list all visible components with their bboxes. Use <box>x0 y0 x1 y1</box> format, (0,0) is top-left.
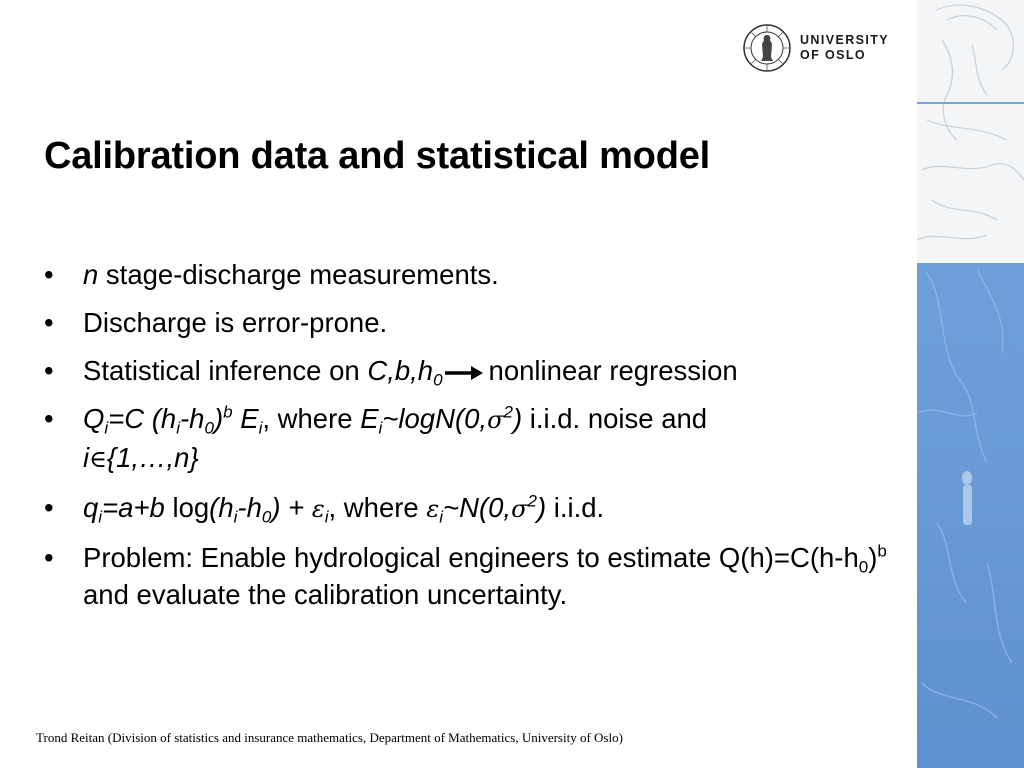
bullet-text: ) <box>868 542 878 573</box>
subscript: i <box>176 418 180 438</box>
superscript: 2 <box>527 491 537 511</box>
formula-part: ) <box>213 403 224 434</box>
bullet-item <box>44 352 904 389</box>
decorative-sketch-panel <box>917 0 1024 263</box>
subscript: i <box>439 507 444 527</box>
sigma-symbol: σ <box>511 495 528 523</box>
formula-part: -h <box>237 492 262 523</box>
subscript: i <box>104 418 109 438</box>
formula-text: , where <box>328 492 427 523</box>
bullet-item <box>44 489 904 528</box>
subscript: i <box>233 507 238 527</box>
subscript: 0 <box>858 557 869 577</box>
formula-part: ) + <box>271 492 312 523</box>
university-logo <box>742 23 902 75</box>
formula-text: log <box>164 492 210 523</box>
subscript: i <box>324 507 329 527</box>
epsilon-symbol: ε <box>426 495 440 523</box>
formula-part: -h <box>180 403 205 434</box>
logo-line-2: OF OSLO <box>800 48 867 62</box>
superscript: b <box>877 541 887 561</box>
epsilon-symbol: ε <box>311 495 325 523</box>
subscript: 0 <box>433 370 443 390</box>
logo-line-1: UNIVERSITY <box>800 33 890 47</box>
formula-text: i.i.d. noise and <box>522 403 708 434</box>
formula-part: Q <box>83 403 105 434</box>
bullet-item <box>44 539 904 613</box>
subscript: i <box>98 507 103 527</box>
formula-part: i <box>83 442 90 473</box>
bullet-item <box>44 400 904 478</box>
formula-part: =C (h <box>108 403 177 434</box>
bullet-item <box>44 304 904 341</box>
formula-part: {1,…,n} <box>106 442 199 473</box>
bullet-text: and evaluate the calibration uncertainty. <box>83 579 568 610</box>
arrow-right-icon <box>445 365 483 381</box>
sigma-symbol: σ <box>487 406 504 434</box>
superscript: 2 <box>503 402 513 422</box>
formula-text: , where <box>262 403 361 434</box>
footer-text: Trond Reitan (Division of statistics and insurance mathematics, Department of Mathematics, University of Oslo) <box>36 730 623 745</box>
slide-title: Calibration data and statistical model <box>44 135 710 177</box>
formula-part: ~N(0, <box>443 492 512 523</box>
bullet-list <box>44 256 904 624</box>
subscript: i <box>258 418 263 438</box>
formula-part: E <box>232 403 259 434</box>
formula-part: =a+b <box>102 492 165 523</box>
subscript: i <box>378 418 383 438</box>
university-seal-icon <box>742 23 792 73</box>
bullet-text: stage-discharge measurements. <box>98 259 499 290</box>
superscript: b <box>223 402 233 422</box>
formula-part: ~logN(0, <box>382 403 488 434</box>
subscript: 0 <box>204 418 214 438</box>
element-of-symbol: ∈ <box>89 445 107 473</box>
bullet-text: Problem: Enable hydrological engineers to estimate Q(h)=C(h-h <box>83 542 859 573</box>
formula-part: ) <box>536 492 547 523</box>
var-n: n <box>83 259 99 290</box>
subscript: 0 <box>261 507 272 527</box>
formula-part: ) <box>512 403 523 434</box>
formula-text: i.i.d. <box>546 492 605 523</box>
bullet-text: Statistical inference on <box>83 355 368 386</box>
parameter-vars: C,b,h <box>367 355 434 386</box>
formula-part: (h <box>209 492 234 523</box>
decorative-blue-panel <box>917 263 1024 768</box>
formula-part: E <box>360 403 379 434</box>
bullet-text: Discharge is error-prone. <box>83 307 388 338</box>
formula-part: q <box>83 492 99 523</box>
bullet-item <box>44 256 904 293</box>
bullet-text: nonlinear regression <box>488 355 738 386</box>
university-name <box>800 33 889 63</box>
